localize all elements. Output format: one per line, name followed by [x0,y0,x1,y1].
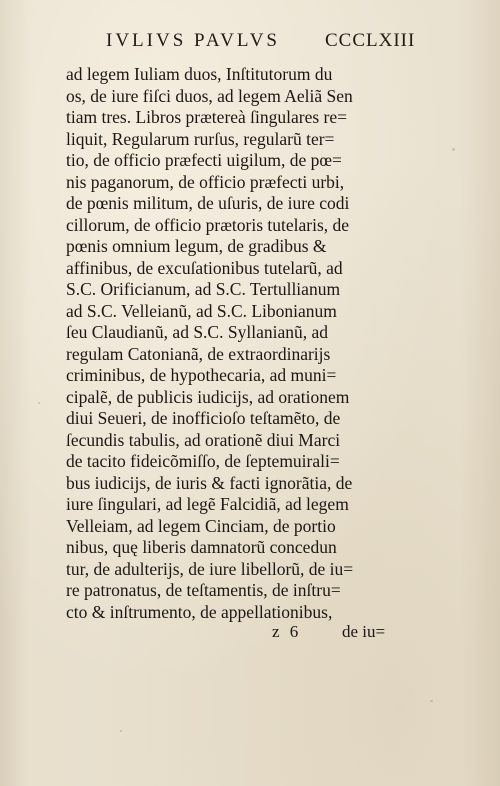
text-line: liquit, Regularum rurſus, regularũ ter= [66,128,335,149]
text-line: criminibus, de hypothecaria, ad muni= [66,365,337,385]
text-line: tio, de officio præfecti uigilum, de pœ= [66,150,342,170]
catchword: de iu= [342,622,386,641]
text-line: ſeu Claudianũ, ad S.C. Syllanianũ, ad [66,322,328,342]
signature-mark: z 6 [272,622,302,641]
running-head [0,30,500,58]
text-line: Velleiam, ad legem Cinciam, de portio [66,515,336,536]
text-line: cipalẽ, de publicis iudicijs, ad orationem [66,386,350,407]
text-line: tiam tres. Libros prætereà ſingulares re= [66,107,348,127]
text-line: nibus, quę liberis damnatorũ concedun [66,537,337,557]
text-line: tur, de adulterijs, de iure libellorũ, de iu= [66,558,354,579]
text-line: ſecundis tabulis, ad orationẽ diui Marci [66,429,341,450]
text-line: os, de iure fiſci duos, ad legem Aeliã Sen [66,85,353,106]
paper-speck [120,730,122,732]
paper-speck [452,148,455,151]
text-line: pœnis omnium legum, de gradibus & [66,236,327,256]
text-line: bus iudicijs, de iuris & facti ignorãtia, de [66,472,353,493]
text-line: affinibus, de excuſationibus tutelarũ, ad [66,257,343,278]
text-line: cillorum, de officio prætoris tutelaris, de [66,214,350,235]
paper-speck [38,402,40,404]
paper-speck [430,700,433,702]
text-line: de pœnis militum, de uſuris, de iure codi [66,193,350,213]
text-line: ad legem Iuliam duos, Inſtitutorum du [66,64,333,84]
text-line: diui Seueri, de inofficioſo teſtamẽto, de [66,408,341,428]
text-line: cto & inſtrumento, de appellationibus, [66,601,333,622]
text-line: regulam Catonianã, de extraordinarijs [66,343,331,364]
running-title: IVLIVS PAVLVS [106,30,280,51]
text-line: iure ſingulari, ad legẽ Falcidiã, ad legem [66,494,349,514]
text-block [66,64,406,623]
text-line: de tacito fideicõmiſſo, de ſeptemuirali= [66,451,340,471]
page-footer [0,622,500,646]
folio-number: CCCLXIII [325,30,416,51]
text-line: nis paganorum, de officio præfecti urbi, [66,171,345,192]
text-line: S.C. Orificianum, ad S.C. Tertullianum [66,279,341,299]
text-line: re patronatus, de teſtamentis, de inſtru= [66,580,341,600]
text-line: ad S.C. Velleianũ, ad S.C. Libonianum [66,300,337,321]
